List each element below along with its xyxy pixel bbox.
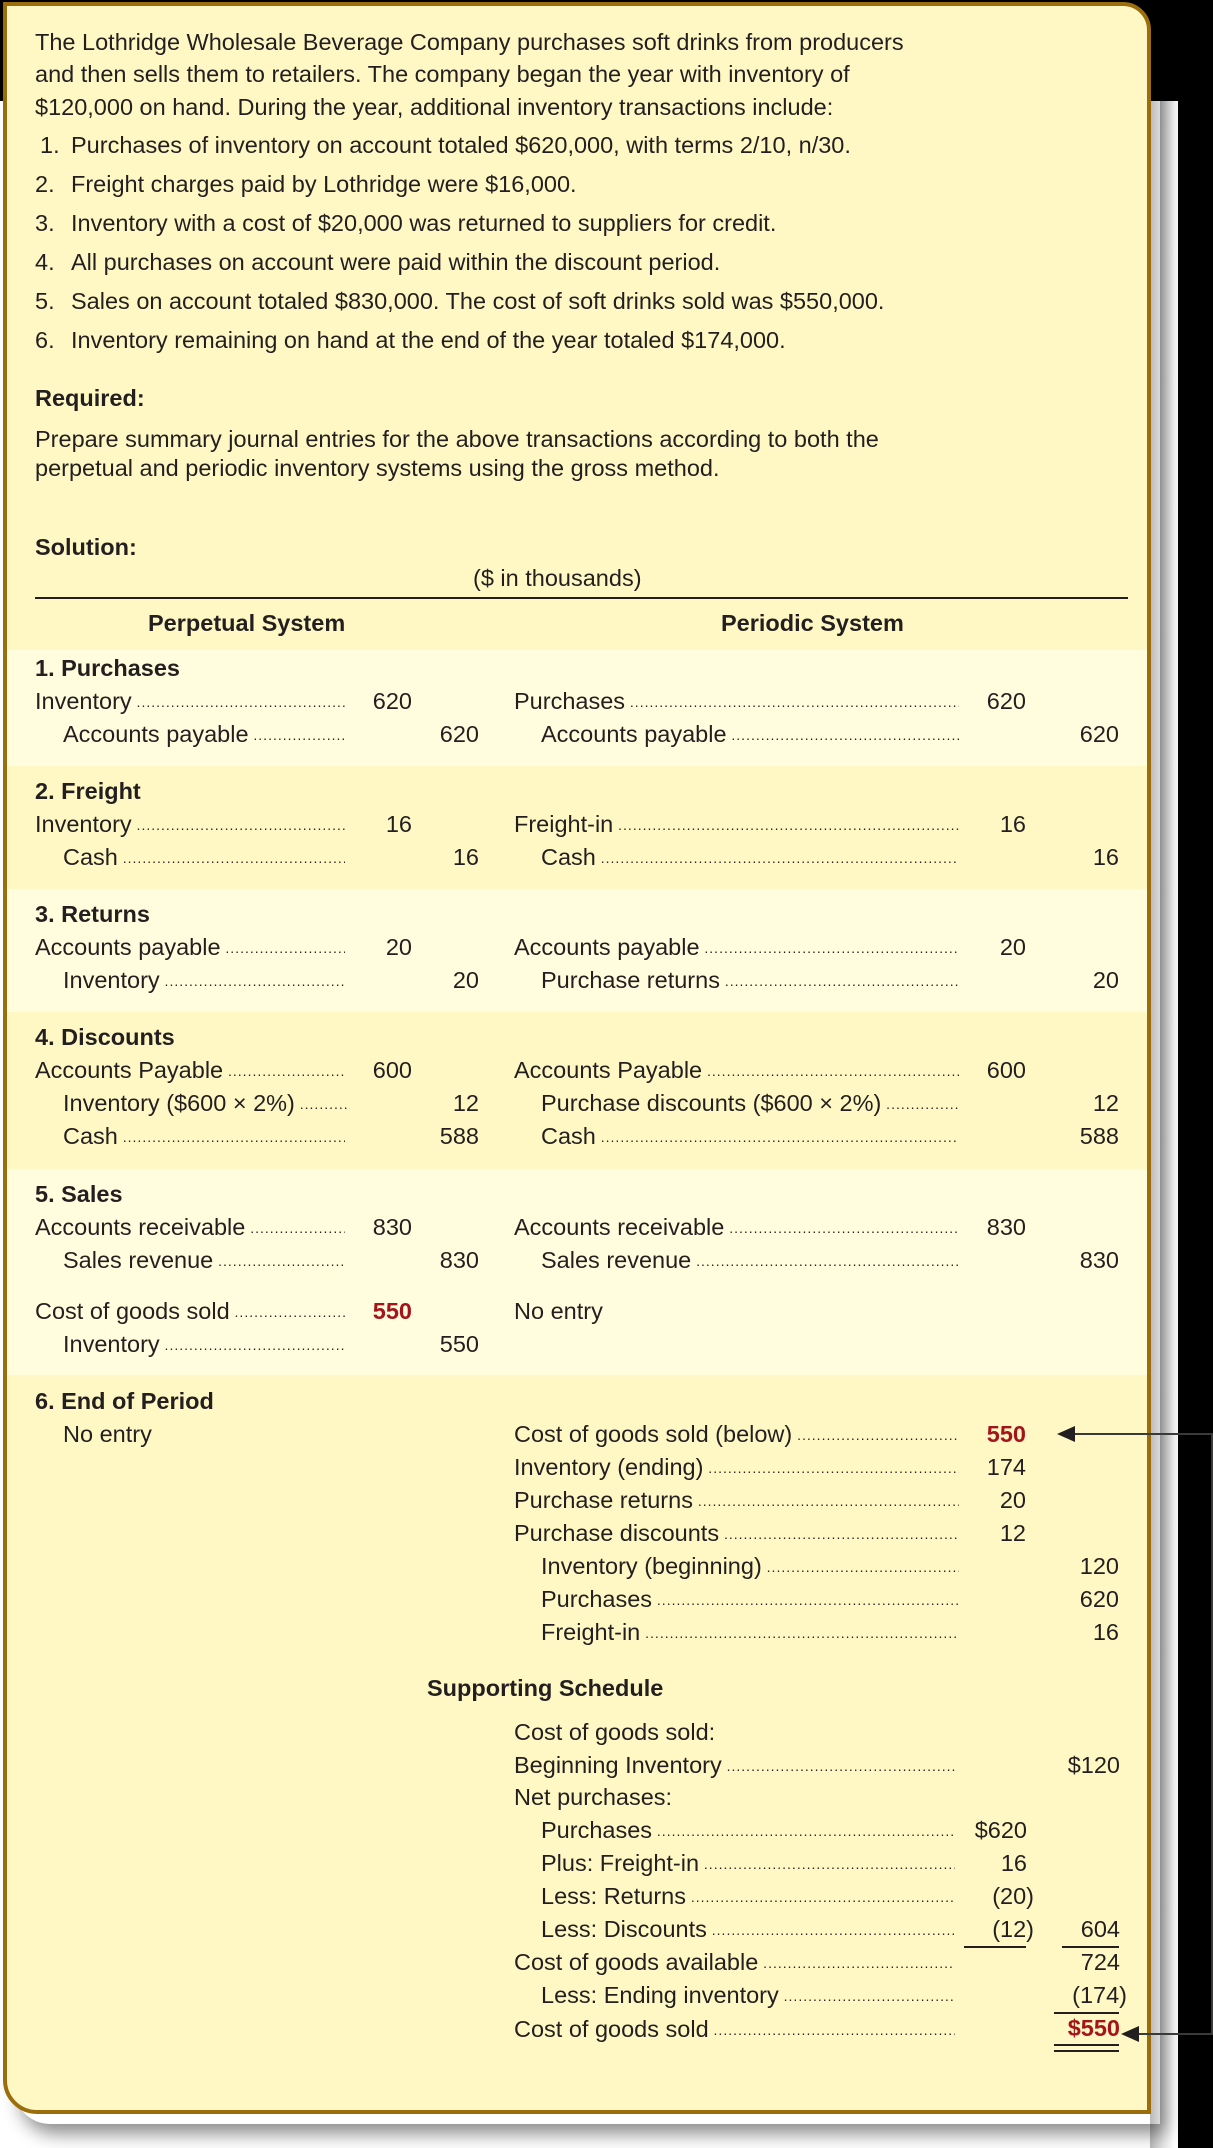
credit-amount: 550 [439, 1331, 479, 1357]
account-label: Purchases ..... [541, 1584, 959, 1615]
debit-amount: 830 [986, 1214, 1026, 1240]
account-label: Cash ..... [541, 842, 959, 873]
schedule-label: Cost of goods sold ..... [514, 2014, 955, 2045]
debit-amount: 620 [986, 688, 1026, 714]
account-label: Inventory ..... [63, 1329, 345, 1360]
list-item: Purchases of inventory on account totaled $620,000, with terms 2/10, n/30. [71, 132, 851, 158]
account-label: Accounts Payable ..... [514, 1055, 959, 1086]
schedule-amount: 16 [1000, 1850, 1027, 1876]
debit-amount: 174 [986, 1454, 1026, 1480]
schedule-label: Purchases ..... [541, 1815, 955, 1846]
perpetual-header: Perpetual System [148, 610, 346, 636]
solution-heading: Solution: [35, 534, 137, 560]
credit-amount: 120 [1079, 1553, 1119, 1579]
credit-amount: 20 [452, 967, 479, 993]
no-entry-note: No entry [514, 1298, 603, 1324]
debit-amount: 20 [999, 934, 1026, 960]
double-underline [1054, 2044, 1119, 2046]
cogs-debit-highlight: 550 [372, 1298, 412, 1324]
account-label: Accounts Payable ..... [35, 1055, 345, 1086]
credit-amount: 830 [1079, 1247, 1119, 1273]
account-label: Purchase discounts ..... [514, 1518, 959, 1549]
section-title: 3. Returns [35, 901, 150, 927]
connector-line-top [1070, 1433, 1213, 1435]
account-label: Accounts receivable ..... [514, 1212, 959, 1243]
list-number: 5. [35, 288, 55, 314]
account-label: Accounts payable ..... [35, 932, 345, 963]
account-label: Accounts payable ..... [514, 932, 959, 963]
arrow-left-icon [1057, 1426, 1075, 1442]
list-item: Sales on account totaled $830,000. The cost of soft drinks sold was $550,000. [71, 288, 885, 314]
cogs-debit-highlight: 550 [986, 1421, 1026, 1447]
credit-amount: 620 [1079, 1586, 1119, 1612]
account-label: Cash ..... [63, 842, 345, 873]
credit-amount: 588 [1079, 1123, 1119, 1149]
debit-amount: 620 [372, 688, 412, 714]
required-heading: Required: [35, 385, 145, 411]
account-label: Cost of goods sold ..... [35, 1296, 345, 1327]
debit-amount: 12 [999, 1520, 1026, 1546]
account-label: Cash ..... [541, 1121, 959, 1152]
schedule-amount: (20) [992, 1883, 1034, 1909]
account-label: Inventory ..... [35, 809, 345, 840]
debit-amount: 20 [999, 1487, 1026, 1513]
schedule-label: Less: Returns ..... [541, 1881, 955, 1912]
schedule-label: Net purchases: [514, 1784, 673, 1810]
debit-amount: 600 [372, 1057, 412, 1083]
account-label: Sales revenue ..... [541, 1245, 959, 1276]
list-number: 4. [35, 249, 55, 275]
schedule-total: 724 [1080, 1949, 1120, 1975]
list-item: All purchases on account were paid within the discount period. [71, 249, 721, 275]
credit-amount: 20 [1092, 967, 1119, 993]
account-label: Sales revenue ..... [63, 1245, 345, 1276]
list-item: Inventory remaining on hand at the end of the year totaled $174,000. [71, 327, 786, 353]
account-label: Freight-in ..... [514, 809, 959, 840]
schedule-label: Cost of goods available ..... [514, 1947, 955, 1978]
credit-amount: 16 [1092, 844, 1119, 870]
intro-line: $120,000 on hand. During the year, additional inventory transactions include: [35, 94, 834, 120]
schedule-label: Less: Ending inventory ..... [541, 1980, 955, 2011]
periodic-header: Periodic System [721, 610, 904, 636]
schedule-label: Less: Discounts ..... [541, 1914, 955, 1945]
account-label: Purchases ..... [514, 686, 959, 717]
list-number: 6. [35, 327, 55, 353]
cogs-total-highlight: $550 [1067, 2015, 1120, 2041]
header-rule [35, 597, 1128, 599]
section-title: 2. Freight [35, 778, 141, 804]
account-label: Inventory (ending) ..... [514, 1452, 959, 1483]
list-number: 3. [35, 210, 55, 236]
schedule-total: (174) [1072, 1982, 1127, 2008]
background-right [1178, 101, 1213, 2148]
no-entry-note: No entry [63, 1421, 152, 1447]
account-label: Accounts payable ..... [541, 719, 959, 750]
schedule-heading: Supporting Schedule [427, 1675, 664, 1701]
account-label: Cash ..... [63, 1121, 345, 1152]
list-number: 2. [35, 171, 55, 197]
account-label: Freight-in ..... [541, 1617, 959, 1648]
account-label: Inventory ..... [35, 686, 345, 717]
credit-amount: 620 [439, 721, 479, 747]
debit-amount: 20 [385, 934, 412, 960]
credit-amount: 830 [439, 1247, 479, 1273]
schedule-label: Plus: Freight-in ..... [541, 1848, 955, 1879]
schedule-label: Beginning Inventory ..... [514, 1750, 955, 1781]
credit-amount: 588 [439, 1123, 479, 1149]
debit-amount: 16 [999, 811, 1026, 837]
account-label: Purchase returns ..... [541, 965, 959, 996]
account-label: Accounts receivable ..... [35, 1212, 345, 1243]
debit-amount: 830 [372, 1214, 412, 1240]
account-label: Accounts payable ..... [63, 719, 345, 750]
required-text: Prepare summary journal entries for the above transactions according to both the [35, 426, 879, 452]
section-title: 6. End of Period [35, 1388, 214, 1414]
schedule-amount: $620 [974, 1817, 1027, 1843]
schedule-label: Cost of goods sold: [514, 1719, 716, 1745]
credit-amount: 12 [452, 1090, 479, 1116]
double-underline [1054, 2050, 1119, 2052]
account-label: Cost of goods sold (below) ..... [514, 1419, 959, 1450]
subtotal-underline [964, 1946, 1026, 1948]
account-label: Inventory (beginning) ..... [541, 1551, 959, 1582]
units-label: ($ in thousands) [473, 565, 642, 591]
schedule-amount: (12) [992, 1916, 1034, 1942]
schedule-total: 604 [1080, 1916, 1120, 1942]
list-item: Freight charges paid by Lothridge were $16,000. [71, 171, 577, 197]
account-label: Inventory ($600 × 2%) ..... [63, 1088, 350, 1119]
connector-line-bottom [1136, 2033, 1213, 2035]
account-label: Inventory ..... [63, 965, 345, 996]
credit-amount: 620 [1079, 721, 1119, 747]
schedule-total: $120 [1067, 1752, 1120, 1778]
intro-line: The Lothridge Wholesale Beverage Company purchases soft drinks from producers [35, 29, 904, 55]
list-item: Inventory with a cost of $20,000 was returned to suppliers for credit. [71, 210, 777, 236]
arrow-left-icon [1121, 2026, 1139, 2042]
credit-amount: 16 [1092, 1619, 1119, 1645]
credit-amount: 12 [1092, 1090, 1119, 1116]
account-label: Purchase discounts ($600 × 2%) ..... [541, 1088, 959, 1119]
section-title: 4. Discounts [35, 1024, 175, 1050]
account-label: Purchase returns ..... [514, 1485, 959, 1516]
debit-amount: 16 [385, 811, 412, 837]
intro-line: and then sells them to retailers. The company began the year with inventory of [35, 61, 850, 87]
required-text: perpetual and periodic inventory systems using the gross method. [35, 455, 720, 481]
debit-amount: 600 [986, 1057, 1026, 1083]
list-number: 1. [40, 132, 60, 158]
credit-amount: 16 [452, 844, 479, 870]
section-title: 1. Purchases [35, 655, 181, 681]
section-title: 5. Sales [35, 1181, 123, 1207]
